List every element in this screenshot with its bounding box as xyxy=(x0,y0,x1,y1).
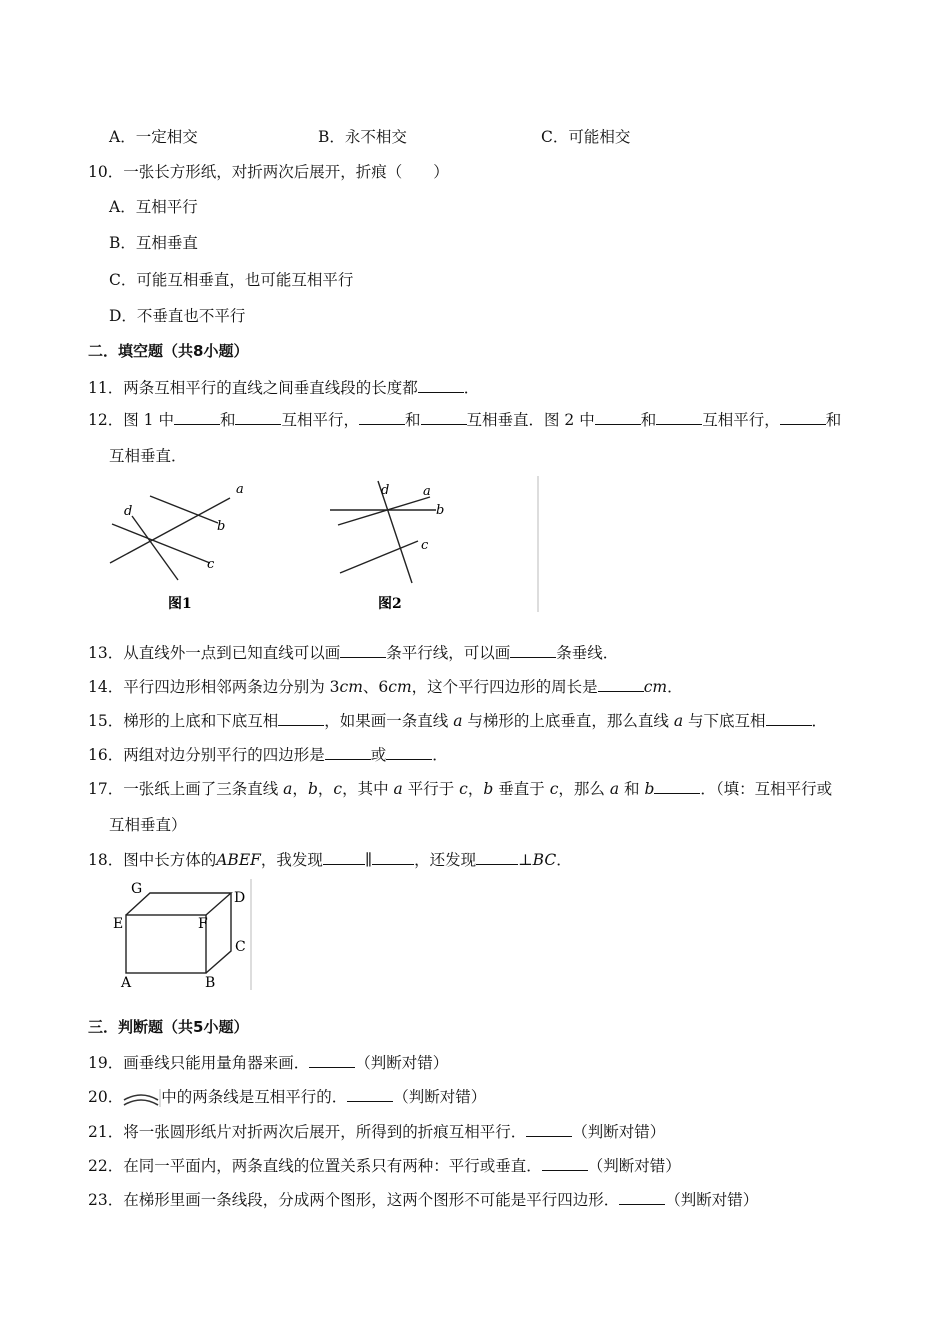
q15-blank-2[interactable] xyxy=(766,709,812,726)
fig1-label-d: d xyxy=(124,504,133,519)
q20: 20． 中的两条线是互相平行的． （判断对错） xyxy=(88,1085,486,1108)
q10-option-b[interactable]: B．互相垂直 xyxy=(109,234,198,252)
cuboid-label-a: A xyxy=(121,975,132,991)
fig1-label-c: c xyxy=(207,557,215,572)
q18-blank-3[interactable] xyxy=(476,848,518,865)
q12-blank-5[interactable] xyxy=(595,408,641,425)
cuboid-label-g: G xyxy=(131,881,143,897)
q21-blank[interactable] xyxy=(526,1120,572,1137)
q21: 21．将一张圆形纸片对折两次后展开，所得到的折痕互相平行． （判断对错） xyxy=(88,1120,665,1142)
q19-blank[interactable] xyxy=(309,1051,355,1068)
q16: 16．两组对边分别平行的四边形是 或 ． xyxy=(88,743,448,765)
q12-blank-1[interactable] xyxy=(174,408,220,425)
q17-blank[interactable] xyxy=(654,777,700,794)
q13: 13．从直线外一点到已知直线可以画 条平行线，可以画 条垂线． xyxy=(88,641,618,663)
cuboid-label-f: F xyxy=(198,916,208,932)
q15: 15．梯形的上底和下底互相 ，如果画一条直线 a 与梯形的上底垂直，那么直线 a 与下底互相 ． xyxy=(88,709,827,731)
q12-blank-2[interactable] xyxy=(235,408,281,425)
fig2-line-c xyxy=(340,541,418,573)
fig1-label-b: b xyxy=(217,519,226,534)
q17-line2: 互相垂直） xyxy=(109,816,187,834)
q23: 23．在梯形里画一条线段，分成两个图形，这两个图形不可能是平行四边形． （判断对错） xyxy=(88,1188,758,1210)
q20-arc-lines-icon xyxy=(123,1088,161,1108)
section-2-heading: 二．填空题（共8小题） xyxy=(88,342,249,360)
q22: 22．在同一平面内，两条直线的位置关系只有两种：平行或垂直． （判断对错） xyxy=(88,1154,681,1176)
q19: 19．画垂线只能用量角器来画． （判断对错） xyxy=(88,1051,448,1073)
fig1-label-a: a xyxy=(236,482,244,497)
q18-blank-1[interactable] xyxy=(323,848,365,865)
q10-option-c[interactable]: C．可能互相垂直，也可能互相平行 xyxy=(109,271,354,289)
q14-blank[interactable] xyxy=(598,675,644,692)
q12-line2: 互相垂直． xyxy=(109,447,187,465)
q9-option-a[interactable]: A．一定相交 xyxy=(109,128,198,146)
q12-line1: 12．图 1 中 和 互相平行， 和 互相垂直．图 2 中 和 互相平行， 和 xyxy=(88,408,841,430)
q22-blank[interactable] xyxy=(542,1154,588,1171)
q23-blank[interactable] xyxy=(619,1188,665,1205)
cuboid-figure xyxy=(105,876,265,996)
q18: 18．图中长方体的ABEF，我发现 ∥ ，还发现 ⊥BC． xyxy=(88,848,572,870)
q10-option-d[interactable]: D．不垂直也不平行 xyxy=(109,307,246,325)
q11-blank[interactable] xyxy=(418,376,464,393)
section-3-heading: 三．判断题（共5小题） xyxy=(88,1018,249,1036)
q16-blank-1[interactable] xyxy=(325,743,371,760)
q13-blank-2[interactable] xyxy=(510,641,556,658)
cuboid-label-c: C xyxy=(235,939,246,955)
q12-blank-7[interactable] xyxy=(780,408,826,425)
q15-blank-1[interactable] xyxy=(278,709,324,726)
q10-option-a[interactable]: A．互相平行 xyxy=(109,198,198,216)
q20-blank[interactable] xyxy=(347,1085,393,1102)
cuboid-side-face xyxy=(206,893,231,973)
q16-blank-2[interactable] xyxy=(386,743,432,760)
cuboid-front-face xyxy=(126,915,206,973)
q14: 14．平行四边形相邻两条边分别为 3cm、6cm，这个平行四边形的周长是 cm． xyxy=(88,675,683,697)
q18-blank-2[interactable] xyxy=(372,848,414,865)
q12-blank-3[interactable] xyxy=(359,408,405,425)
fig2-label-d: d xyxy=(381,483,390,498)
cuboid-label-d: D xyxy=(234,890,246,906)
q13-blank-1[interactable] xyxy=(340,641,386,658)
q9-option-b[interactable]: B．永不相交 xyxy=(318,128,407,146)
fig1-caption: 图1 xyxy=(168,596,192,612)
fig2-label-c: c xyxy=(421,538,429,553)
q10-stem: 10．一张长方形纸，对折两次后展开，折痕（ ） xyxy=(88,163,449,181)
q12-blank-4[interactable] xyxy=(421,408,467,425)
q12-blank-6[interactable] xyxy=(656,408,702,425)
q17-line1: 17．一张纸上画了三条直线 a，b，c，其中 a 平行于 c，b 垂直于 c，那么 a 和 b ．（填：互相平行或 xyxy=(88,777,832,799)
fig2-label-a: a xyxy=(423,484,431,499)
q12-figures xyxy=(95,470,555,620)
fig2-label-b: b xyxy=(436,503,445,518)
q9-option-c[interactable]: C．可能相交 xyxy=(541,128,631,146)
cuboid-label-e: E xyxy=(113,916,124,932)
fig2-caption: 图2 xyxy=(378,596,402,612)
q11: 11．两条互相平行的直线之间垂直线段的长度都 ． xyxy=(88,376,479,398)
cuboid-label-b: B xyxy=(205,975,216,991)
